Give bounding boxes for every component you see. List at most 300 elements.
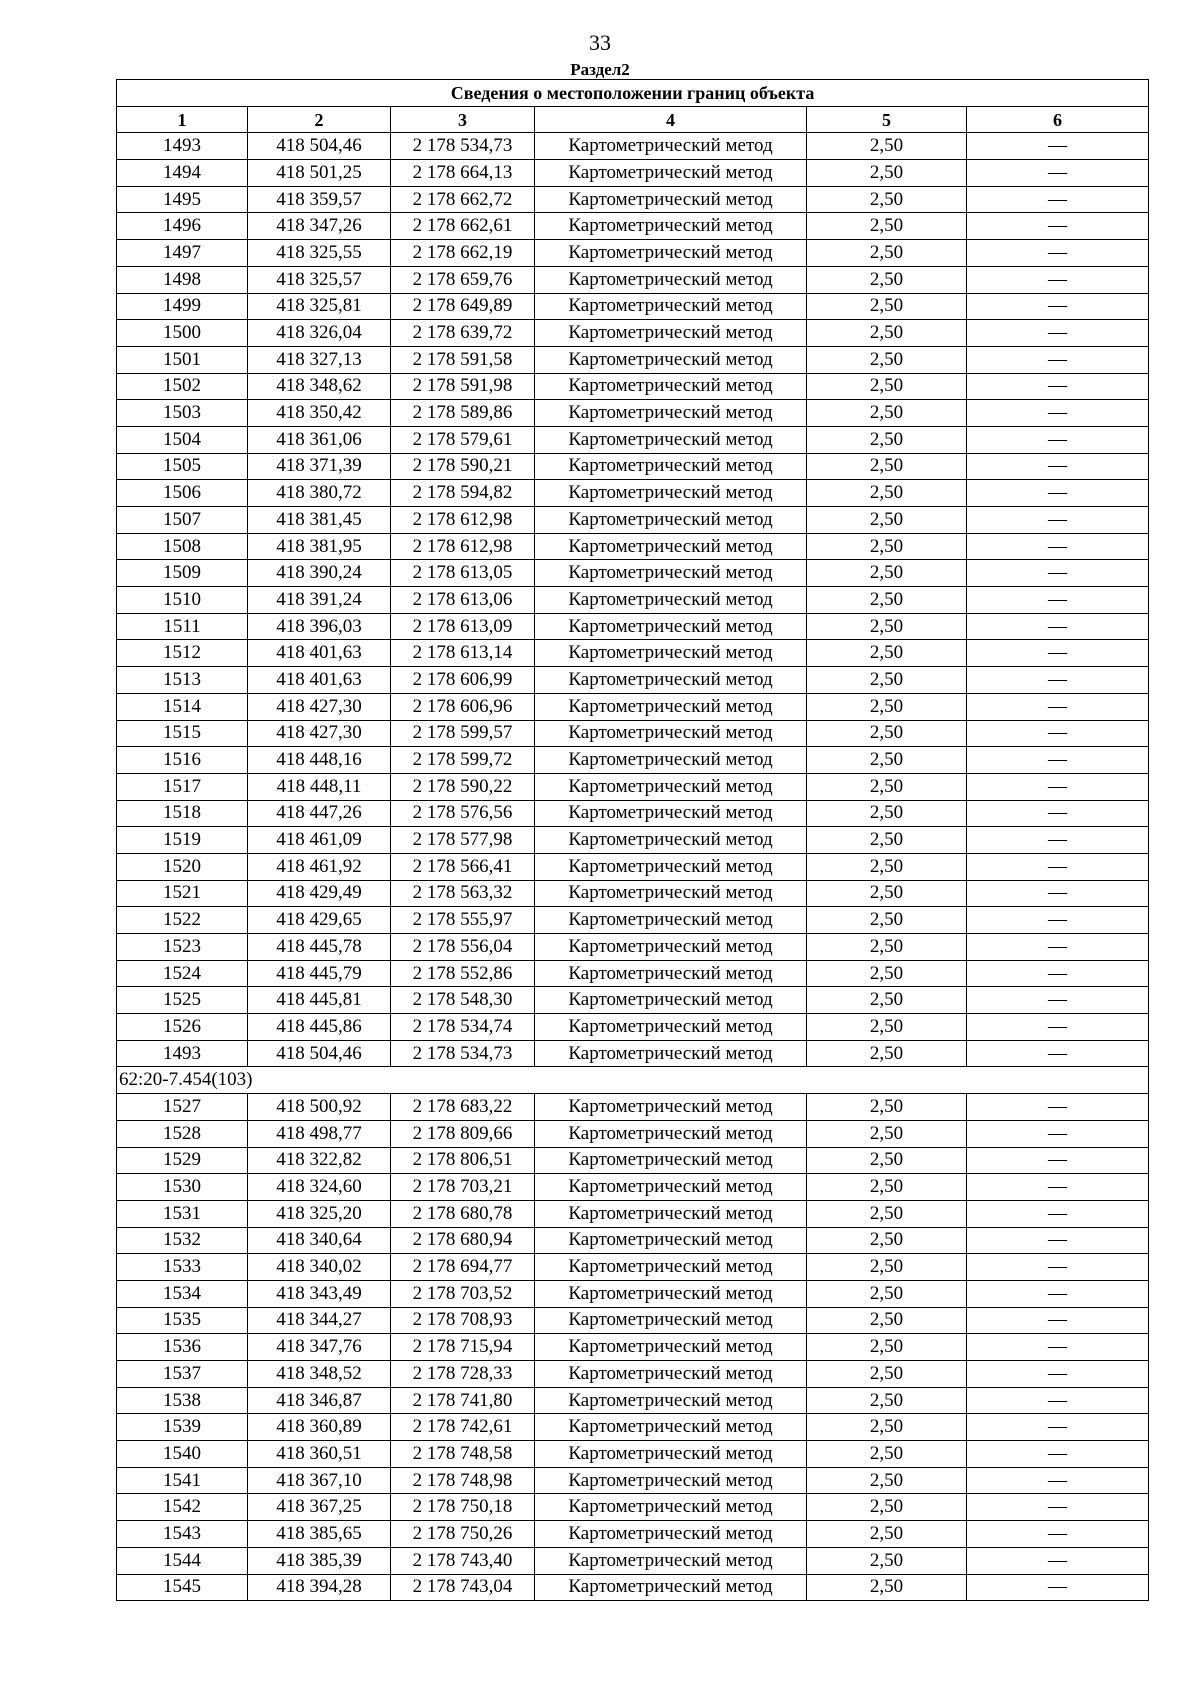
- cell-accuracy: 2,50: [807, 587, 967, 614]
- cell-description: —: [967, 160, 1149, 187]
- cell-method: Картометрический метод: [535, 747, 807, 774]
- cell-coord-y: 2 178 662,19: [391, 240, 535, 267]
- table-row: [117, 1227, 1149, 1254]
- cell-description: —: [967, 1467, 1149, 1494]
- table-row: [117, 480, 1149, 507]
- cell-coord-y: 2 178 599,72: [391, 747, 535, 774]
- cell-accuracy: 2,50: [807, 1334, 967, 1361]
- cell-description: —: [967, 453, 1149, 480]
- cell-coord-x: 418 326,04: [248, 320, 391, 347]
- cell-point-number: 1502: [117, 373, 248, 400]
- cell-method: Картометрический метод: [535, 1174, 807, 1201]
- cell-method: Картометрический метод: [535, 1014, 807, 1041]
- cell-coord-y: 2 178 534,73: [391, 133, 535, 160]
- cell-coord-y: 2 178 748,98: [391, 1467, 535, 1494]
- cell-method: Картометрический метод: [535, 800, 807, 827]
- cell-description: —: [967, 1574, 1149, 1601]
- cell-accuracy: 2,50: [807, 960, 967, 987]
- cell-description: —: [967, 587, 1149, 614]
- cell-coord-y: 2 178 576,56: [391, 800, 535, 827]
- cell-accuracy: 2,50: [807, 400, 967, 427]
- table-row: [117, 533, 1149, 560]
- cell-accuracy: 2,50: [807, 827, 967, 854]
- cell-method: Картометрический метод: [535, 827, 807, 854]
- cell-method: Картометрический метод: [535, 667, 807, 694]
- cell-coord-x: 418 445,81: [248, 987, 391, 1014]
- cell-coord-y: 2 178 715,94: [391, 1334, 535, 1361]
- cell-description: —: [967, 1387, 1149, 1414]
- cell-method: Картометрический метод: [535, 133, 807, 160]
- cell-description: —: [967, 907, 1149, 934]
- cell-description: —: [967, 1280, 1149, 1307]
- cell-point-number: 1537: [117, 1361, 248, 1388]
- cell-point-number: 1512: [117, 640, 248, 667]
- cell-method: Картометрический метод: [535, 1494, 807, 1521]
- cell-coord-x: 418 396,03: [248, 613, 391, 640]
- cell-coord-x: 418 346,87: [248, 1387, 391, 1414]
- cell-accuracy: 2,50: [807, 293, 967, 320]
- cell-coord-x: 418 322,82: [248, 1147, 391, 1174]
- cell-coord-y: 2 178 809,66: [391, 1120, 535, 1147]
- boundary-coordinates-table: [116, 79, 1149, 1601]
- table-row: [117, 1014, 1149, 1041]
- cell-coord-y: 2 178 594,82: [391, 480, 535, 507]
- cell-coord-y: 2 178 566,41: [391, 853, 535, 880]
- cell-method: Картометрический метод: [535, 1441, 807, 1468]
- cell-description: —: [967, 747, 1149, 774]
- cell-description: —: [967, 960, 1149, 987]
- cell-coord-x: 418 347,76: [248, 1334, 391, 1361]
- table-row: [117, 1094, 1149, 1121]
- cell-method: Картометрический метод: [535, 1361, 807, 1388]
- cell-coord-x: 418 325,81: [248, 293, 391, 320]
- cell-coord-y: 2 178 591,98: [391, 373, 535, 400]
- cell-accuracy: 2,50: [807, 213, 967, 240]
- cell-description: —: [967, 613, 1149, 640]
- cell-method: Картометрический метод: [535, 1387, 807, 1414]
- cell-coord-x: 418 325,55: [248, 240, 391, 267]
- cell-description: —: [967, 426, 1149, 453]
- table-row: [117, 1254, 1149, 1281]
- cell-point-number: 1541: [117, 1467, 248, 1494]
- table-row: [117, 1280, 1149, 1307]
- cell-coord-y: 2 178 591,58: [391, 346, 535, 373]
- cell-coord-y: 2 178 589,86: [391, 400, 535, 427]
- table-row: [117, 507, 1149, 534]
- cell-accuracy: 2,50: [807, 346, 967, 373]
- table-row: [117, 1521, 1149, 1548]
- cell-point-number: 1544: [117, 1547, 248, 1574]
- cell-method: Картометрический метод: [535, 934, 807, 961]
- cell-coord-x: 418 427,30: [248, 720, 391, 747]
- table-row: [117, 346, 1149, 373]
- table-body: [117, 133, 1149, 1601]
- table-row: [117, 1547, 1149, 1574]
- cell-point-number: 1510: [117, 587, 248, 614]
- cell-method: Картометрический метод: [535, 507, 807, 534]
- cell-point-number: 1506: [117, 480, 248, 507]
- cell-method: Картометрический метод: [535, 1547, 807, 1574]
- cell-point-number: 1509: [117, 560, 248, 587]
- cell-accuracy: 2,50: [807, 453, 967, 480]
- table-row: [117, 1467, 1149, 1494]
- cell-accuracy: 2,50: [807, 1120, 967, 1147]
- cell-method: Картометрический метод: [535, 320, 807, 347]
- cell-point-number: 1538: [117, 1387, 248, 1414]
- cell-accuracy: 2,50: [807, 426, 967, 453]
- cell-coord-y: 2 178 680,94: [391, 1227, 535, 1254]
- cell-description: —: [967, 1227, 1149, 1254]
- table-row: [117, 1387, 1149, 1414]
- cell-accuracy: 2,50: [807, 800, 967, 827]
- cell-description: —: [967, 1547, 1149, 1574]
- table-row: [117, 266, 1149, 293]
- table-row: [117, 1200, 1149, 1227]
- cell-description: —: [967, 800, 1149, 827]
- table-row: [117, 1334, 1149, 1361]
- cell-point-number: 1519: [117, 827, 248, 854]
- cell-coord-x: 418 325,20: [248, 1200, 391, 1227]
- cell-accuracy: 2,50: [807, 1040, 967, 1067]
- cell-method: Картометрический метод: [535, 587, 807, 614]
- cell-accuracy: 2,50: [807, 640, 967, 667]
- cell-coord-x: 418 347,26: [248, 213, 391, 240]
- cell-method: Картометрический метод: [535, 1254, 807, 1281]
- cell-description: —: [967, 853, 1149, 880]
- cell-method: Картометрический метод: [535, 266, 807, 293]
- cell-coord-x: 418 327,13: [248, 346, 391, 373]
- cell-coord-x: 418 500,92: [248, 1094, 391, 1121]
- cell-description: —: [967, 1441, 1149, 1468]
- cell-accuracy: 2,50: [807, 1441, 967, 1468]
- column-header: 1: [117, 106, 248, 133]
- cell-coord-y: 2 178 563,32: [391, 880, 535, 907]
- cell-coord-x: 418 504,46: [248, 1040, 391, 1067]
- cell-point-number: 1529: [117, 1147, 248, 1174]
- cell-point-number: 1531: [117, 1200, 248, 1227]
- cell-method: Картометрический метод: [535, 1227, 807, 1254]
- cell-point-number: 1543: [117, 1521, 248, 1548]
- table-row: [117, 934, 1149, 961]
- cell-accuracy: 2,50: [807, 720, 967, 747]
- cell-method: Картометрический метод: [535, 907, 807, 934]
- cell-description: —: [967, 320, 1149, 347]
- cell-coord-x: 418 343,49: [248, 1280, 391, 1307]
- cell-accuracy: 2,50: [807, 1280, 967, 1307]
- cell-coord-y: 2 178 590,21: [391, 453, 535, 480]
- cell-accuracy: 2,50: [807, 1387, 967, 1414]
- cell-description: —: [967, 693, 1149, 720]
- cell-method: Картометрический метод: [535, 1120, 807, 1147]
- cell-point-number: 1539: [117, 1414, 248, 1441]
- cell-method: Картометрический метод: [535, 293, 807, 320]
- table-row: [117, 160, 1149, 187]
- cell-coord-x: 418 429,49: [248, 880, 391, 907]
- cell-description: —: [967, 1307, 1149, 1334]
- cell-description: —: [967, 1334, 1149, 1361]
- cell-method: Картометрический метод: [535, 720, 807, 747]
- cell-coord-x: 418 445,86: [248, 1014, 391, 1041]
- cell-method: Картометрический метод: [535, 426, 807, 453]
- cell-description: —: [967, 186, 1149, 213]
- cell-method: Картометрический метод: [535, 560, 807, 587]
- cell-point-number: 1500: [117, 320, 248, 347]
- cell-description: —: [967, 480, 1149, 507]
- column-header: 3: [391, 106, 535, 133]
- cell-coord-x: 418 360,89: [248, 1414, 391, 1441]
- cell-accuracy: 2,50: [807, 667, 967, 694]
- cell-coord-x: 418 391,24: [248, 587, 391, 614]
- cell-point-number: 1534: [117, 1280, 248, 1307]
- cell-point-number: 1496: [117, 213, 248, 240]
- table-row: [117, 800, 1149, 827]
- cell-coord-y: 2 178 649,89: [391, 293, 535, 320]
- cell-accuracy: 2,50: [807, 533, 967, 560]
- cell-coord-y: 2 178 741,80: [391, 1387, 535, 1414]
- cell-coord-y: 2 178 662,72: [391, 186, 535, 213]
- cell-point-number: 1495: [117, 186, 248, 213]
- cell-description: —: [967, 507, 1149, 534]
- cell-point-number: 1518: [117, 800, 248, 827]
- cell-coord-y: 2 178 703,21: [391, 1174, 535, 1201]
- table-row: [117, 1307, 1149, 1334]
- cell-accuracy: 2,50: [807, 186, 967, 213]
- cell-method: Картометрический метод: [535, 346, 807, 373]
- cell-coord-y: 2 178 612,98: [391, 507, 535, 534]
- table-row: [117, 827, 1149, 854]
- cell-coord-y: 2 178 548,30: [391, 987, 535, 1014]
- table-row: [117, 240, 1149, 267]
- table-row: [117, 1147, 1149, 1174]
- cell-point-number: 1530: [117, 1174, 248, 1201]
- cell-accuracy: 2,50: [807, 1361, 967, 1388]
- cell-point-number: 1535: [117, 1307, 248, 1334]
- table-row: [117, 453, 1149, 480]
- cell-coord-y: 2 178 728,33: [391, 1361, 535, 1388]
- cell-description: —: [967, 1361, 1149, 1388]
- cell-accuracy: 2,50: [807, 747, 967, 774]
- cell-method: Картометрический метод: [535, 1040, 807, 1067]
- cell-point-number: 1527: [117, 1094, 248, 1121]
- cell-coord-x: 418 350,42: [248, 400, 391, 427]
- table-row: [117, 1361, 1149, 1388]
- cell-coord-y: 2 178 579,61: [391, 426, 535, 453]
- cell-point-number: 1508: [117, 533, 248, 560]
- cell-description: —: [967, 720, 1149, 747]
- cell-coord-y: 2 178 708,93: [391, 1307, 535, 1334]
- table-row: [117, 426, 1149, 453]
- cell-coord-x: 418 367,25: [248, 1494, 391, 1521]
- cell-point-number: 1503: [117, 400, 248, 427]
- cell-point-number: 1493: [117, 133, 248, 160]
- cell-accuracy: 2,50: [807, 1227, 967, 1254]
- cell-description: —: [967, 533, 1149, 560]
- cell-point-number: 1504: [117, 426, 248, 453]
- cell-method: Картометрический метод: [535, 1574, 807, 1601]
- cell-coord-y: 2 178 743,40: [391, 1547, 535, 1574]
- cell-coord-x: 418 461,92: [248, 853, 391, 880]
- cell-coord-y: 2 178 806,51: [391, 1147, 535, 1174]
- cell-coord-x: 418 445,79: [248, 960, 391, 987]
- cell-point-number: 1533: [117, 1254, 248, 1281]
- cell-description: —: [967, 773, 1149, 800]
- cell-coord-y: 2 178 612,98: [391, 533, 535, 560]
- cell-accuracy: 2,50: [807, 1467, 967, 1494]
- cell-point-number: 1545: [117, 1574, 248, 1601]
- cell-method: Картометрический метод: [535, 853, 807, 880]
- cell-coord-y: 2 178 613,06: [391, 587, 535, 614]
- cell-coord-x: 418 447,26: [248, 800, 391, 827]
- cell-coord-x: 418 380,72: [248, 480, 391, 507]
- cell-accuracy: 2,50: [807, 560, 967, 587]
- cell-point-number: 1511: [117, 613, 248, 640]
- cell-coord-x: 418 359,57: [248, 186, 391, 213]
- table-row: [117, 693, 1149, 720]
- page-number: 33: [589, 30, 611, 55]
- cell-description: —: [967, 934, 1149, 961]
- table-row: [117, 1174, 1149, 1201]
- cell-method: Картометрический метод: [535, 533, 807, 560]
- cell-point-number: 1497: [117, 240, 248, 267]
- cell-method: Картометрический метод: [535, 1414, 807, 1441]
- cell-coord-x: 418 360,51: [248, 1441, 391, 1468]
- cell-point-number: 1515: [117, 720, 248, 747]
- table-row: [117, 853, 1149, 880]
- cell-coord-y: 2 178 613,14: [391, 640, 535, 667]
- cell-point-number: 1498: [117, 266, 248, 293]
- cell-method: Картометрический метод: [535, 693, 807, 720]
- cell-description: —: [967, 1094, 1149, 1121]
- cell-coord-y: 2 178 662,61: [391, 213, 535, 240]
- cell-point-number: 1532: [117, 1227, 248, 1254]
- cell-method: Картометрический метод: [535, 480, 807, 507]
- cell-description: —: [967, 880, 1149, 907]
- cell-coord-y: 2 178 534,74: [391, 1014, 535, 1041]
- cell-accuracy: 2,50: [807, 1094, 967, 1121]
- cell-coord-y: 2 178 577,98: [391, 827, 535, 854]
- cell-coord-x: 418 394,28: [248, 1574, 391, 1601]
- table-group-row: [117, 1067, 1149, 1094]
- cell-coord-y: 2 178 606,99: [391, 667, 535, 694]
- cell-method: Картометрический метод: [535, 1334, 807, 1361]
- cell-coord-y: 2 178 742,61: [391, 1414, 535, 1441]
- table-row: [117, 560, 1149, 587]
- cell-coord-y: 2 178 659,76: [391, 266, 535, 293]
- cell-coord-y: 2 178 694,77: [391, 1254, 535, 1281]
- cell-coord-y: 2 178 555,97: [391, 907, 535, 934]
- cell-point-number: 1507: [117, 507, 248, 534]
- cell-coord-x: 418 501,25: [248, 160, 391, 187]
- cell-coord-x: 418 427,30: [248, 693, 391, 720]
- cell-coord-y: 2 178 703,52: [391, 1280, 535, 1307]
- cell-coord-y: 2 178 599,57: [391, 720, 535, 747]
- cell-accuracy: 2,50: [807, 1147, 967, 1174]
- cell-coord-y: 2 178 748,58: [391, 1441, 535, 1468]
- cell-coord-x: 418 429,65: [248, 907, 391, 934]
- table-title: Сведения о местоположении границ объекта: [117, 80, 1149, 107]
- group-label: 62:20-7.454(103): [117, 1067, 1149, 1094]
- cell-method: Картометрический метод: [535, 373, 807, 400]
- cell-accuracy: 2,50: [807, 1014, 967, 1041]
- table-row: [117, 373, 1149, 400]
- cell-point-number: 1525: [117, 987, 248, 1014]
- cell-accuracy: 2,50: [807, 773, 967, 800]
- cell-accuracy: 2,50: [807, 133, 967, 160]
- cell-point-number: 1540: [117, 1441, 248, 1468]
- cell-accuracy: 2,50: [807, 853, 967, 880]
- cell-method: Картометрический метод: [535, 960, 807, 987]
- cell-accuracy: 2,50: [807, 693, 967, 720]
- cell-description: —: [967, 1414, 1149, 1441]
- cell-method: Картометрический метод: [535, 880, 807, 907]
- cell-description: —: [967, 346, 1149, 373]
- cell-description: —: [967, 1521, 1149, 1548]
- cell-point-number: 1517: [117, 773, 248, 800]
- table-row: [117, 293, 1149, 320]
- table-row: [117, 720, 1149, 747]
- cell-accuracy: 2,50: [807, 160, 967, 187]
- cell-accuracy: 2,50: [807, 1307, 967, 1334]
- cell-accuracy: 2,50: [807, 907, 967, 934]
- cell-coord-x: 418 340,02: [248, 1254, 391, 1281]
- cell-description: —: [967, 560, 1149, 587]
- column-header: 2: [248, 106, 391, 133]
- table-row: [117, 667, 1149, 694]
- section-label: Раздел2: [570, 60, 630, 79]
- table-row: [117, 880, 1149, 907]
- cell-point-number: 1494: [117, 160, 248, 187]
- column-header: 4: [535, 106, 807, 133]
- table-row: [117, 1574, 1149, 1601]
- cell-coord-y: 2 178 556,04: [391, 934, 535, 961]
- cell-coord-y: 2 178 613,05: [391, 560, 535, 587]
- cell-coord-x: 418 371,39: [248, 453, 391, 480]
- cell-point-number: 1526: [117, 1014, 248, 1041]
- table-row: [117, 1120, 1149, 1147]
- cell-accuracy: 2,50: [807, 1174, 967, 1201]
- column-header: 6: [967, 106, 1149, 133]
- cell-accuracy: 2,50: [807, 266, 967, 293]
- column-header: 5: [807, 106, 967, 133]
- cell-point-number: 1524: [117, 960, 248, 987]
- cell-coord-x: 418 401,63: [248, 667, 391, 694]
- cell-description: —: [967, 1200, 1149, 1227]
- cell-description: —: [967, 1120, 1149, 1147]
- table-title-row: [117, 80, 1149, 107]
- cell-description: —: [967, 1014, 1149, 1041]
- cell-coord-x: 418 401,63: [248, 640, 391, 667]
- cell-coord-x: 418 344,27: [248, 1307, 391, 1334]
- cell-method: Картометрический метод: [535, 160, 807, 187]
- cell-description: —: [967, 1147, 1149, 1174]
- cell-description: —: [967, 266, 1149, 293]
- cell-point-number: 1499: [117, 293, 248, 320]
- cell-description: —: [967, 987, 1149, 1014]
- cell-accuracy: 2,50: [807, 1254, 967, 1281]
- cell-coord-y: 2 178 606,96: [391, 693, 535, 720]
- cell-point-number: 1501: [117, 346, 248, 373]
- table-row: [117, 587, 1149, 614]
- cell-method: Картометрический метод: [535, 640, 807, 667]
- cell-method: Картометрический метод: [535, 240, 807, 267]
- table-row: [117, 1441, 1149, 1468]
- cell-point-number: 1523: [117, 934, 248, 961]
- cell-accuracy: 2,50: [807, 613, 967, 640]
- cell-accuracy: 2,50: [807, 987, 967, 1014]
- cell-accuracy: 2,50: [807, 880, 967, 907]
- cell-coord-x: 418 381,45: [248, 507, 391, 534]
- cell-point-number: 1514: [117, 693, 248, 720]
